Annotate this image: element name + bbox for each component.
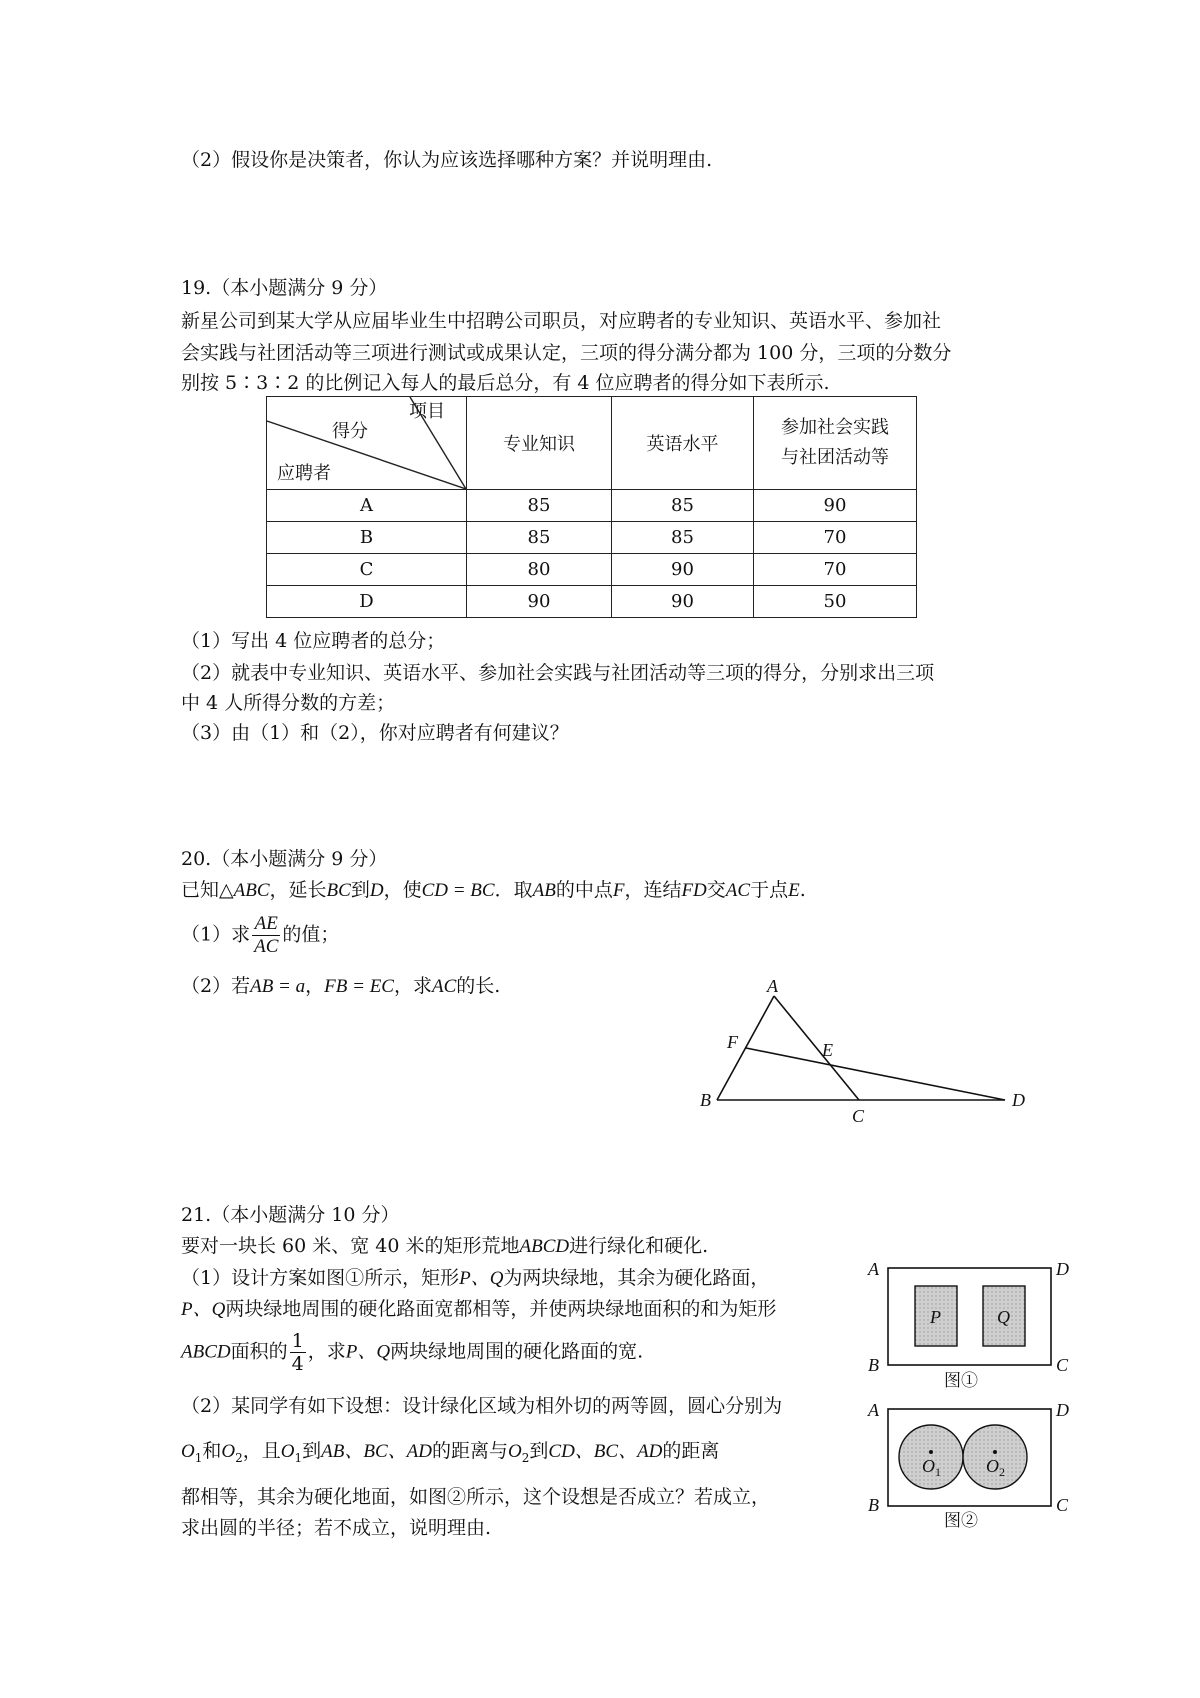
subscript: 2 (235, 1450, 243, 1465)
score-cell: 90 (754, 490, 917, 522)
label-O1: $O_1$ (922, 1456, 941, 1479)
label-B: B (700, 1090, 711, 1110)
math-var: O (181, 1441, 195, 1462)
table-row (267, 490, 917, 522)
subscript: 1 (294, 1450, 303, 1465)
label-B: B (868, 1355, 879, 1375)
text: 和 (202, 1440, 222, 1462)
math-var: BC (326, 880, 351, 901)
score-cell: 90 (467, 586, 612, 618)
text: 到 (302, 1440, 322, 1462)
text: 到 (350, 879, 370, 901)
text: ，求 (307, 1340, 346, 1363)
math-var: AB (532, 880, 556, 901)
center-O2 (993, 1450, 997, 1454)
label-P: P (930, 1307, 941, 1327)
q21-part2-line: 求出圆的半径；若不成立，说明理由. (181, 1517, 492, 1539)
label-D: D (1012, 1090, 1025, 1110)
score-cell: 70 (754, 522, 917, 554)
math-var: ABC (233, 880, 270, 901)
text: 为两块绿地，其余为硬化路面， (503, 1267, 770, 1289)
table-row (267, 586, 917, 618)
applicant-name: C (267, 554, 467, 586)
text: （1）求 (181, 923, 251, 946)
q19-para-line: 别按 5∶3∶2 的比例记入每人的最后总分，有 4 位应聘者的得分如下表所示. (181, 372, 830, 394)
corner-label-applicant: 应聘者 (277, 463, 331, 484)
text: 两块绿地周围的硬化路面宽都相等，并使两块绿地面积的和为矩形 (225, 1298, 777, 1320)
applicant-name: A (267, 490, 467, 522)
score-cell: 85 (612, 522, 754, 554)
q19-part: （3）由（1）和（2），你对应聘者有何建议？ (181, 722, 569, 744)
q18-part2: （2）假设你是决策者，你认为应该选择哪种方案？并说明理由. (181, 149, 713, 171)
text: 的值； (282, 923, 340, 946)
label-B: B (868, 1495, 879, 1515)
score-cell: 85 (467, 490, 612, 522)
q19-part: （1）写出 4 位应聘者的总分； (181, 630, 446, 652)
q19-part: 中 4 人所得分数的方差； (181, 692, 396, 714)
q19-para-line: 会实践与社团活动等三项进行测试或成果认定，三项的得分满分都为 100 分，三项的分数分 (181, 342, 952, 364)
label-D: D (1056, 1259, 1069, 1279)
text: 的中点 (555, 879, 613, 901)
segment-AB (717, 996, 774, 1100)
text: ， (305, 975, 325, 997)
q21-part1-line (181, 1296, 776, 1323)
column-header: 英语水平 (612, 397, 754, 490)
corner-label-score: 得分 (332, 421, 368, 442)
text: 于点 (750, 879, 789, 901)
label-A: A (868, 1400, 879, 1420)
label-E: E (822, 1040, 833, 1060)
subscript: 1 (194, 1450, 203, 1465)
text: ．取 (494, 879, 533, 901)
q21-part1-line (181, 1330, 643, 1375)
label-Q: Q (997, 1307, 1010, 1327)
q21-part2-line (181, 1438, 719, 1471)
fraction (290, 1330, 306, 1375)
q21-header: 21.（本小题满分 10 分） (181, 1204, 400, 1226)
label-F: F (727, 1032, 738, 1052)
text: 已知△ (181, 879, 234, 901)
q20-part1 (181, 913, 339, 958)
column-header: 专业知识 (467, 397, 612, 490)
q20-stem (181, 877, 806, 904)
table-row (267, 522, 917, 554)
text: ，连结 (624, 879, 682, 901)
rectangle-ABCD (888, 1268, 1051, 1365)
text: （1）设计方案如图①所示，矩形 (181, 1267, 460, 1289)
math-var: O (508, 1441, 522, 1462)
math-var: P、Q (181, 1299, 226, 1320)
q20-header: 20.（本小题满分 9 分） (181, 848, 388, 870)
math-var: P、Q (459, 1268, 504, 1289)
applicant-name: D (267, 586, 467, 618)
q19-part: （2）就表中专业知识、英语水平、参加社会实践与社团活动等三项的得分，分别求出三项 (181, 662, 935, 684)
math-var: D (369, 880, 384, 901)
table-row (267, 554, 917, 586)
text: （2）若 (181, 975, 251, 997)
segment-AC (774, 996, 859, 1100)
corner-label-item: 项目 (409, 401, 445, 422)
label-C: C (1056, 1495, 1069, 1515)
text: ，使 (383, 879, 422, 901)
score-cell: 85 (612, 490, 754, 522)
column-header-line: 参加社会实践 (781, 417, 889, 438)
math-var: FD (681, 880, 707, 901)
text: ，求 (393, 975, 432, 997)
label-A: A (767, 976, 778, 996)
q20-part2 (181, 973, 500, 1000)
math-var: O (280, 1441, 295, 1462)
q19-header: 19.（本小题满分 9 分） (181, 277, 388, 299)
text: ，延长 (269, 879, 327, 901)
text: 的长. (456, 975, 501, 997)
text: ，且 (242, 1440, 281, 1462)
math-var: AC (725, 880, 751, 901)
score-table-header-row (267, 397, 917, 490)
label-D: D (1056, 1400, 1069, 1420)
fraction-numerator: AE (252, 913, 280, 936)
applicant-name: B (267, 522, 467, 554)
figure-2 (855, 1395, 1075, 1515)
text: 面积的 (230, 1340, 288, 1363)
fraction-denominator: AC (254, 936, 279, 957)
triangle-figure (680, 975, 1040, 1125)
q21-intro (181, 1233, 708, 1260)
text: 的距离 (662, 1440, 720, 1462)
fraction-numerator: 1 (291, 1330, 304, 1352)
text: 的距离与 (432, 1440, 509, 1462)
label-C: C (1056, 1355, 1069, 1375)
center-O1 (929, 1450, 933, 1454)
score-cell: 90 (612, 554, 754, 586)
text: . (799, 879, 806, 901)
q21-part1-line (181, 1265, 769, 1292)
math-var: ABCD (519, 1236, 570, 1257)
score-cell: 70 (754, 554, 917, 586)
math-var: O (221, 1441, 236, 1462)
figure-1 (855, 1255, 1075, 1375)
label-A: A (868, 1259, 879, 1279)
fraction (252, 913, 280, 958)
math-eq: FB = EC (324, 976, 394, 997)
math-var: CD、BC、AD (548, 1441, 663, 1462)
math-var: F (612, 880, 625, 901)
math-eq: CD = BC (421, 880, 495, 901)
score-table (266, 396, 917, 618)
score-table-corner-cell (267, 397, 467, 490)
text: 到 (529, 1440, 549, 1462)
q21-part2-line: （2）某同学有如下设想：设计绿化区域为相外切的两等圆，圆心分别为 (181, 1395, 783, 1417)
label-O2: $O_2$ (986, 1456, 1005, 1479)
figure-2-caption: 图② (944, 1511, 978, 1531)
math-var: AB、BC、AD (321, 1441, 432, 1462)
text: 要对一块长 60 米、宽 40 米的矩形荒地 (181, 1235, 520, 1257)
math-var: AC (431, 976, 457, 997)
math-var: E (788, 880, 800, 901)
q19-para-line: 新星公司到某大学从应届毕业生中招聘公司职员，对应聘者的专业知识、英语水平、参加社 (181, 310, 942, 332)
text: 交 (706, 879, 726, 901)
text: 两块绿地周围的硬化路面的宽. (390, 1340, 644, 1363)
subscript: 2 (521, 1450, 530, 1465)
segment-FD (746, 1048, 1005, 1100)
q21-part2-line: 都相等，其余为硬化地面，如图②所示，这个设想是否成立？若成立， (181, 1486, 771, 1508)
score-cell: 80 (467, 554, 612, 586)
column-header (754, 397, 917, 490)
score-cell: 90 (612, 586, 754, 618)
score-cell: 50 (754, 586, 917, 618)
label-C: C (852, 1106, 865, 1125)
figure-1-caption: 图① (944, 1371, 978, 1391)
score-cell: 85 (467, 522, 612, 554)
math-eq: AB = a (250, 976, 306, 997)
math-var: ABCD (181, 1341, 231, 1363)
math-var: P、Q (345, 1341, 391, 1363)
text: 进行绿化和硬化. (569, 1235, 709, 1257)
fraction-denominator: 4 (291, 1353, 304, 1375)
column-header-line: 与社团活动等 (781, 447, 889, 468)
